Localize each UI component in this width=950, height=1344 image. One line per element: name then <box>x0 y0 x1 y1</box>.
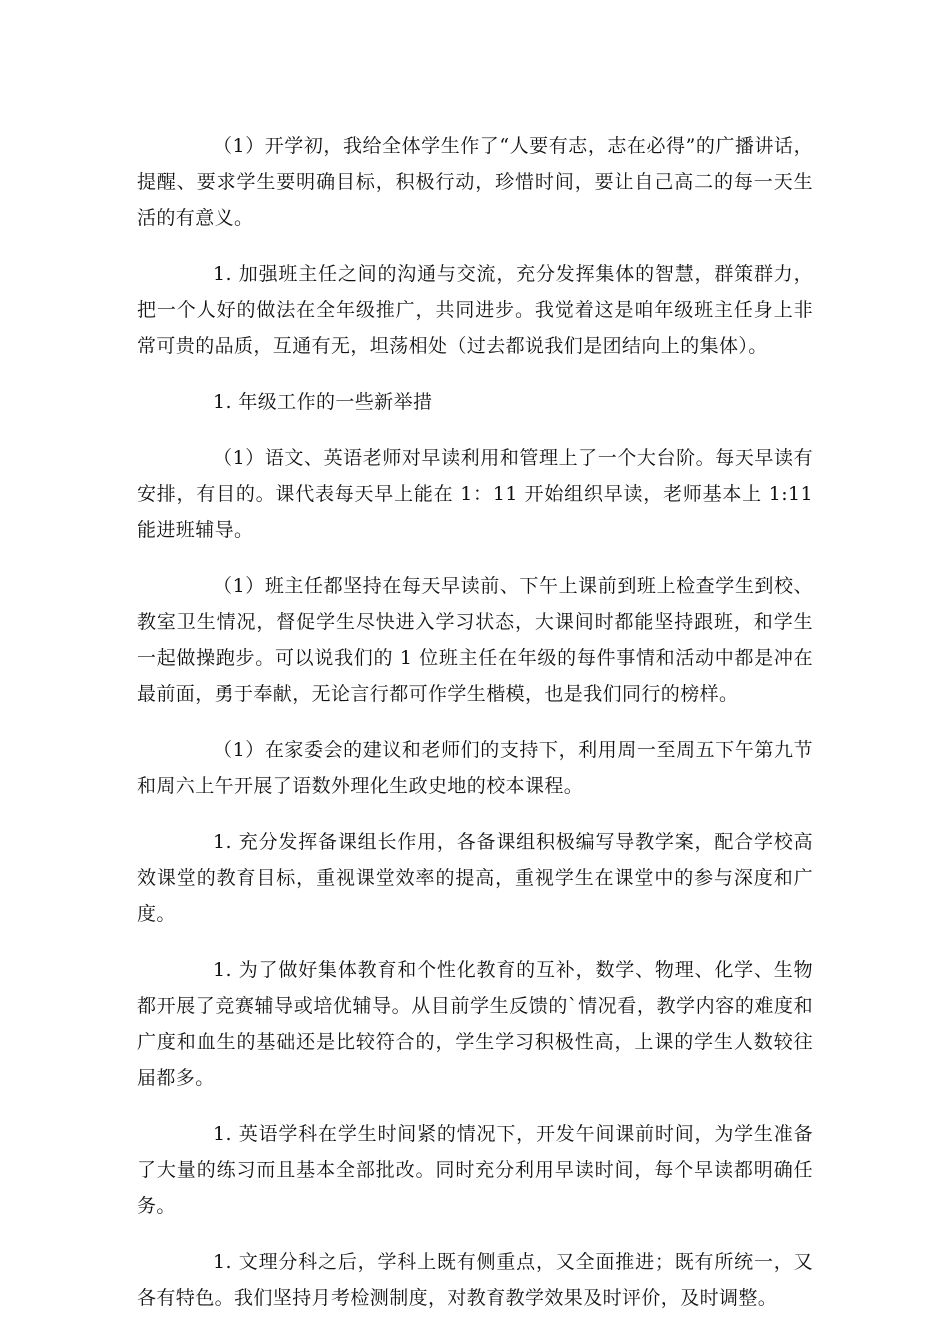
paragraph: 1. 文理分科之后，学科上既有侧重点，又全面推进；既有所统一，又各有特色。我们坚持月考检测制度，对教育教学效果及时评价，及时调整。 <box>137 1251 813 1309</box>
paragraph: 1. 加强班主任之间的沟通与交流，充分发挥集体的智慧，群策群力，把一个人好的做法在全年级推广，共同进步。我觉着这是咱年级班主任身上非常可贵的品质，互通有无，坦荡相处（过去都说我们是团结向上的集体）。 <box>137 263 813 357</box>
paragraph: 1. 年级工作的一些新举措 <box>213 391 433 413</box>
paragraph: 1. 英语学科在学生时间紧的情况下，开发午间课前时间，为学生准备了大量的练习而且基本全部批改。同时充分利用早读时间，每个早读都明确任务。 <box>137 1123 813 1217</box>
paragraph: （1）班主任都坚持在每天早读前、下午上课前到班上检查学生到校、教室卫生情况，督促学生尽快进入学习状态，大课间时都能坚持跟班，和学生一起做操跑步。可以说我们的 1 位班主任在年级的每件事情和活动中都是冲在最前面，勇于奉献，无论言行都可作学生楷模，也是我们同行的榜样。 <box>137 575 813 705</box>
paragraph: 1. 充分发挥备课组长作用，各备课组积极编写导教学案，配合学校高效课堂的教育目标，重视课堂效率的提高，重视学生在课堂中的参与深度和广度。 <box>137 831 813 925</box>
paragraph: 1. 为了做好集体教育和个性化教育的互补，数学、物理、化学、生物都开展了竞赛辅导或培优辅导。从目前学生反馈的`情况看，教学内容的难度和广度和血生的基础还是比较符合的，学生学习积极性高，上课的学生人数较往届都多。 <box>137 959 813 1089</box>
document-body <box>137 128 813 1316</box>
paragraph: （1）在家委会的建议和老师们的支持下，利用周一至周五下午第九节和周六上午开展了语数外理化生政史地的校本课程。 <box>137 739 813 797</box>
paragraph: （1）语文、英语老师对早读利用和管理上了一个大台阶。每天早读有安排，有目的。课代表每天早上能在 1：11 开始组织早读，老师基本上 1:11 能进班辅导。 <box>137 447 813 541</box>
paragraph: （1）开学初，我给全体学生作了“人要有志，志在必得”的广播讲话，提醒、要求学生要明确目标，积极行动，珍惜时间，要让自己高二的每一天生活的有意义。 <box>137 135 813 229</box>
